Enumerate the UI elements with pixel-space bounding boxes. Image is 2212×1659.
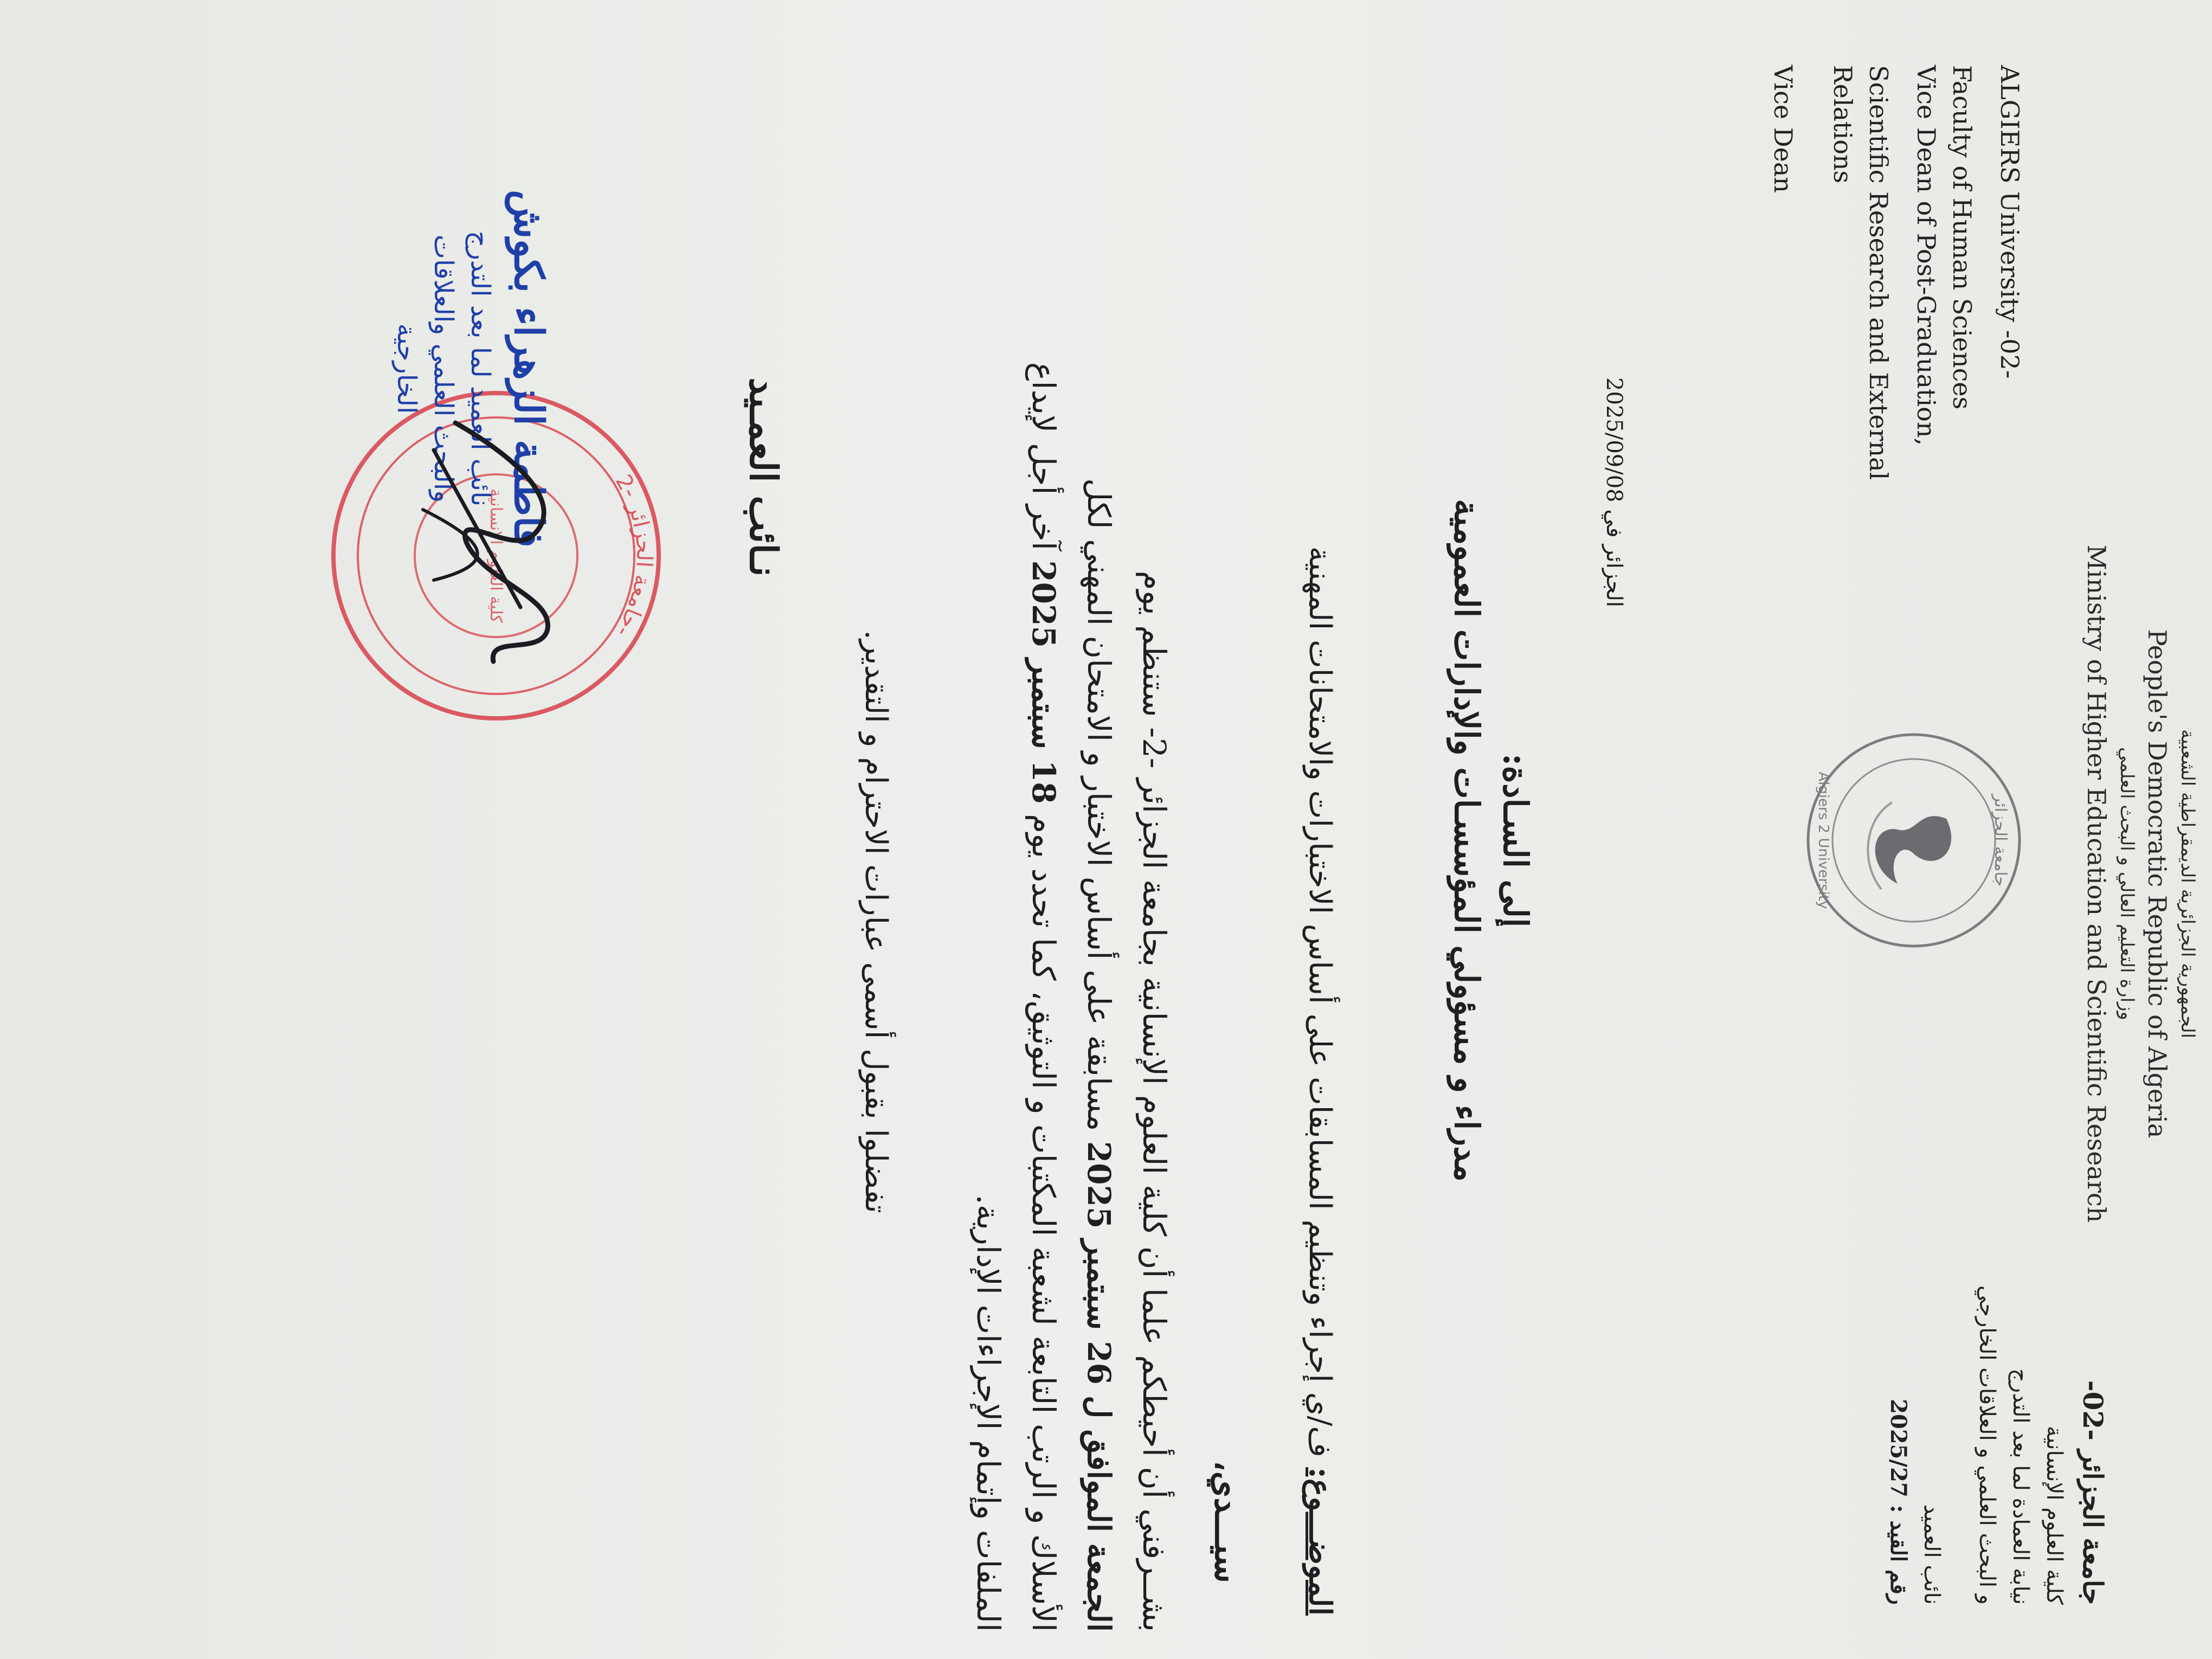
subject-text: ف/ي إجراء وتنظيم المسابقات على أساس الاختبارات والامتحانات المهنية <box>1302 546 1338 1458</box>
date-label: الجزائر في <box>1602 509 1626 607</box>
stamp-inner-text: كلية العلوم الإنسانية <box>486 488 505 623</box>
reference-number: رقم القيد : 2025/27 <box>1886 1399 1911 1605</box>
letter-body <box>961 70 1182 1632</box>
date-value: 2025/09/08 <box>1602 377 1626 503</box>
body-line-1: بشــرفني أن أحيطكم علما أن كلية العلوم الإنسانية بجامعة الجزائر -2- ستنظم يوم <box>1136 570 1173 1632</box>
vice-dean-office-ar-2: و البحث العلمي و العلاقات الخارجي <box>1975 1285 1999 1605</box>
signer-title-1: نائب العميد لما بعد التدرج <box>465 230 496 507</box>
vice-dean-office-en-3: Relations <box>1828 65 1857 184</box>
handwritten-signature <box>390 401 596 683</box>
signer-title-3: الخارجية <box>391 323 422 414</box>
signer-title-2: والبحث العلمي والعلاقات <box>428 234 459 503</box>
header-center <box>2080 531 2201 1236</box>
header-ministry-ar: وزارة التعليم العالي و البحث العلمي <box>2116 747 2138 1020</box>
date-line <box>1602 65 1626 607</box>
recipient-block <box>1442 325 1540 1355</box>
vice-dean-office-en-2: Scientific Research and External <box>1864 65 1893 480</box>
signature-title: نـائب العمـيد <box>741 377 786 577</box>
body-line-3 <box>1016 70 1071 1632</box>
closing-line: تفضلوا بقبول أسمى عبارات الاحترام و التقدير. <box>858 630 893 1213</box>
recipient-line: مدراء و مسؤولي المؤسسـات والإدارات العمومية <box>1447 499 1487 1182</box>
body-line-3-a: الأسلاك و الرتب التابعة لشعبة المكتبات و التوثيق، كما تحدد يوم <box>1025 814 1062 1632</box>
signer-name: فاطمة الزهراء بكوش <box>505 190 552 548</box>
subject-line <box>1295 98 1345 1616</box>
body-deadline-date: 18 سبتمبر 2025 <box>1025 560 1062 804</box>
vice-dean-title-ar: نائب العميد <box>1919 1504 1944 1605</box>
body-date-event: الجمعة الموافق ل 26 سبتمبر 2025 <box>1081 1141 1117 1632</box>
body-line-3-b: آخر أجل لإيداع <box>1025 362 1062 550</box>
stamp-outer-text: جامعة الجزائر -2- <box>610 470 657 642</box>
recipient-title: إلى السـادة: <box>1496 753 1535 928</box>
vice-dean-office-en-1: Vice Dean of Post-Graduation, <box>1912 65 1941 446</box>
faculty-name-ar: كلية العلوم الإنسانية <box>2042 1425 2067 1605</box>
body-line-4: الملفات وإتمام الإجراءات الإدارية. <box>970 1194 1007 1632</box>
vice-dean-office-ar-1: نيابة العمادة لما بعد التدرج <box>2008 1368 2033 1605</box>
faculty-name-en: Faculty of Human Sciences <box>1947 65 1977 410</box>
university-name-ar: جامعة الجزائر -02- <box>2077 1380 2109 1605</box>
header-republic-en: People's Democratic Republic of Algeria <box>2143 629 2172 1139</box>
header-arabic-block <box>1881 1258 2114 1605</box>
header-ministry-en: Ministry of Higher Education and Scientific Research <box>2082 544 2111 1223</box>
logo-text-en: Algiers 2 University <box>1815 771 1831 909</box>
svg-text:جامعة الجزائر -2- <box>610 471 657 641</box>
body-line-2-rest: مسابقة على أساس الاختبار و الامتحان المهني لكل <box>1081 478 1117 1131</box>
university-logo <box>1800 726 2028 954</box>
header-english-block <box>1765 65 2028 553</box>
header-republic-ar: الجمهورية الجزائرية الديمقراطية الشعبية <box>2177 729 2198 1039</box>
logo-text-ar: جامعة الجزائر <box>1991 794 2010 887</box>
vice-dean-title-en: Vice Dean <box>1769 65 1798 193</box>
salutation: سيـــدي، <box>1207 1460 1247 1583</box>
university-name-en: ALGIERS University -02- <box>1995 65 2024 379</box>
subject-label: الموضـــوع: <box>1302 1467 1338 1616</box>
body-line-2 <box>1071 70 1127 1632</box>
